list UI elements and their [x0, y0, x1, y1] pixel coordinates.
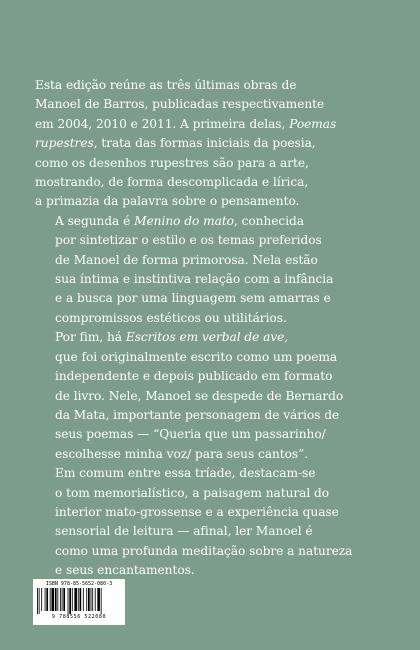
barcode-bar: [41, 588, 42, 611]
text-line: [35, 484, 387, 503]
text-line: [35, 425, 387, 444]
text-line: [35, 154, 387, 173]
barcode-bar: [50, 588, 51, 611]
barcode-bar: [37, 588, 38, 614]
text-line: [35, 522, 387, 541]
barcode-bar: [80, 588, 82, 611]
barcode-bar: [68, 588, 69, 614]
barcode-bar: [95, 588, 96, 611]
text-line: [35, 251, 387, 270]
text-line: [35, 173, 387, 192]
text-segment: seus poemas — “Queria que um passarinho/: [55, 427, 326, 442]
text-segment: e a busca por uma linguagem sem amarras e: [55, 291, 331, 306]
text-line: [35, 309, 387, 328]
text-line: [35, 231, 387, 250]
isbn-label: ISBN 978-85-5652-080-3: [45, 581, 113, 587]
barcode-bar: [39, 588, 40, 614]
text-line: [35, 115, 387, 134]
text-segment: sensorial de leitura — afinal, ler Manoel é: [55, 524, 313, 539]
barcode-bar: [60, 588, 61, 611]
text-segment: mostrando, de forma descomplicada e lírica,: [35, 175, 309, 190]
text-segment: independente e depois publicado em formato: [55, 369, 333, 384]
text-line: [35, 95, 387, 114]
text-line: [35, 367, 387, 386]
text-segment: como os desenhos rupestres são para a arte,: [35, 155, 309, 170]
barcode-bars: [36, 588, 122, 614]
text-line: [35, 406, 387, 425]
text-line: [35, 212, 387, 231]
text-line: [35, 561, 387, 580]
barcode-bar: [74, 588, 77, 611]
text-line: [35, 348, 387, 367]
text-segment: , trata das formas iniciais da poesia,: [93, 136, 316, 151]
barcode-bar: [83, 588, 84, 611]
barcode-bar: [57, 588, 58, 611]
text-segment: e seus encantamentos.: [55, 563, 195, 578]
text-segment: em 2004, 2010 e 2011. A primeira delas,: [35, 116, 290, 131]
text-segment: Esta edição reúne as três últimas obras de: [35, 78, 297, 92]
barcode-bar: [51, 588, 54, 611]
barcode-bar: [91, 588, 92, 611]
text-segment: escolhesse minha voz/ para seus cantos”.: [55, 446, 309, 461]
barcode-bar: [45, 588, 46, 611]
text-segment: o tom memorialístico, a paisagem natural do: [55, 485, 330, 500]
text-segment: de Manoel de forma primorosa. Nela estão: [55, 252, 318, 267]
barcode-bar: [92, 588, 93, 611]
text-segment: A segunda é: [55, 213, 135, 228]
text-segment: compromissos estéticos ou utilitários.: [55, 310, 287, 325]
italic-title: rupestres: [35, 136, 94, 151]
barcode-bar: [88, 588, 90, 611]
text-line: [35, 542, 387, 561]
text-line: [35, 76, 387, 95]
barcode-bar: [72, 588, 73, 611]
barcode-bar: [78, 588, 79, 611]
text-line: [35, 328, 387, 347]
text-segment: de livro. Nele, Manoel se despede de Bernardo: [55, 388, 344, 403]
barcode-digits: 9 788556 522080: [51, 614, 107, 620]
barcode-bar: [46, 588, 48, 611]
paragraph-4: [35, 464, 387, 580]
italic-title: Menino do mato: [134, 213, 234, 228]
text-segment: a primazia da palavra sobre o pensamento.: [35, 194, 300, 209]
text-line: [35, 270, 387, 289]
text-line: [35, 289, 387, 308]
text-segment: sua íntima e instintiva relação com a infância: [55, 272, 334, 287]
isbn-barcode: [33, 579, 125, 625]
barcode-bar: [62, 588, 63, 611]
paragraph-2: [35, 212, 387, 328]
text-segment: ,: [284, 330, 289, 345]
text-line: [35, 445, 387, 464]
text-segment: da Mata, importante personagem de vários de: [55, 407, 340, 422]
barcode-bar: [63, 588, 65, 611]
text-segment: interior mato-grossense e a experiência quase: [55, 504, 339, 519]
text-segment: Em comum entre essa tríade, destacam-se: [55, 466, 316, 481]
text-line: [35, 464, 387, 483]
text-segment: , conhecida: [233, 213, 305, 228]
barcode-bar: [101, 588, 102, 614]
barcode-bar: [55, 588, 57, 611]
barcode-bar: [69, 588, 71, 614]
text-line: [35, 134, 387, 153]
text-segment: por sintetizar o estilo e os temas preferidos: [55, 233, 322, 248]
text-segment: Manoel de Barros, publicadas respectivamente: [35, 97, 325, 112]
paragraph-3: [35, 328, 387, 464]
italic-title: Poemas: [289, 116, 337, 131]
text-segment: como uma profunda meditação sobre a natureza: [55, 543, 353, 558]
text-line: [35, 192, 387, 211]
italic-title: Escritos em verbal de ave: [125, 330, 285, 345]
barcode-bar: [97, 588, 100, 611]
barcode-bar: [86, 588, 87, 611]
text-line: [35, 387, 387, 406]
paragraph-1: [35, 76, 387, 212]
text-segment: que foi originalmente escrito como um poema: [55, 349, 338, 364]
back-cover-text: [35, 76, 387, 581]
text-segment: Por fim, há: [55, 330, 126, 345]
text-line: [35, 503, 387, 522]
